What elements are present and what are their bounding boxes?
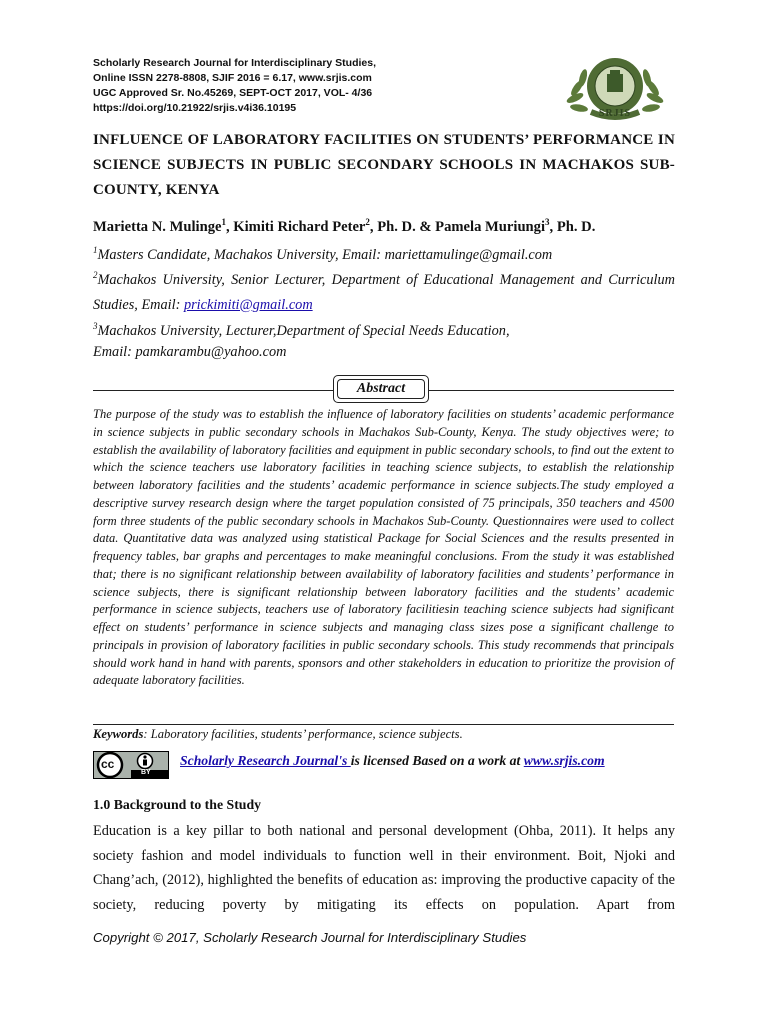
keywords-text: : Laboratory facilities, students’ performance, science subjects.: [143, 727, 463, 741]
author-2: , Kimiti Richard Peter: [225, 218, 366, 235]
journal-link[interactable]: Scholarly Research Journal's: [180, 753, 351, 768]
section-heading: 1.0 Background to the Study: [93, 797, 262, 812]
journal-ugc: UGC Approved Sr. No.45269, SEPT-OCT 2017, VOL- 4/36: [93, 87, 373, 99]
journal-issn: Online ISSN 2278-8808, SJIF 2016 = 6.17, www.srjis.com: [93, 72, 372, 84]
abstract-heading-box: [333, 375, 429, 403]
affiliation-3: $^3$Machakos University, Lecturer,Department of Special Needs Education,: [93, 321, 510, 339]
cc-label: cc: [101, 757, 115, 771]
paper-title: INFLUENCE OF LABORATORY FACILITIES ON STUDENTS’ PERFORMANCE IN SCIENCE SUBJECTS IN PUBLIC SECONDARY SCHOOLS IN MACHAKOS SUB-COUNTY, KENYA: [93, 132, 675, 198]
affiliation-2: $^2$Machakos University, Senior Lecturer, Department of Educational Management and Curriculum Studies, Email: prickimiti@gmail.com: [93, 270, 675, 313]
website-link[interactable]: www.srjis.com: [523, 753, 605, 768]
keywords: [93, 727, 463, 742]
by-label: BY: [141, 769, 151, 776]
authors-line: Marietta N. Mulinge$^1$, Kimiti Richard Peter$^2$, Ph. D. & Pamela Muriungi$^3$, Ph. D.: [93, 217, 596, 235]
journal-doi[interactable]: https://doi.org/10.21922/srjis.v4i36.10195: [93, 102, 297, 114]
abstract-text: The purpose of the study was to establish the influence of laboratory facilities on students’ academic performance in science subjects in public secondary schools in Machakos Sub-County, Kenya. The study objectives were; to establish the availability of laboratory facilities and equipment in public secondary schools, to find out the extent to which the science teachers use laboratory facilities in teaching science subjects, to establish the relationship between laboratory facilities and the students’ academic performance in science subjects.The study employed a descriptive survey research design where the target population consisted of 75 principals, 350 teachers and 4500 form three students of the public secondary schools in Machakos Sub-County. Questionnaires were used to collect data. Quantitative data was analyzed using statistical Package for Social Sciences and the results presented in frequency tables, bar graphs and percentages to make meaningful conclusions. From the study it was established that; there is no significant relationship between availability of laboratory facilities and students’ performance in science subjects, there is significant relationship between laboratory facilities and the students’ academic performance in science subjects, teachers use of laboratory facilitiesin teaching science subjects had significant effect on students’ performance in science subjects and managing class sizes pose a significant challenge to principals in provision of laboratory facilities in public secondary schools. This study recommends that principals should work hand in hand with parents, sponsors and other stakeholders in education to prioritize the provision of adequate laboratory facilities.: [93, 407, 674, 688]
abstract-heading: Abstract: [356, 381, 406, 396]
copyright-footer: Copyright © 2017, Scholarly Research Journal for Interdisciplinary Studies: [93, 930, 527, 945]
email-link[interactable]: prickimiti@gmail.com: [183, 296, 313, 313]
keywords-label: Keywords: [93, 727, 144, 741]
cc-by-badge[interactable]: [93, 751, 169, 779]
author-3: , Ph. D. & Pamela Muriungi: [369, 218, 546, 235]
journal-logo: [565, 50, 665, 122]
affiliation-1: $^1$Masters Candidate, Machakos University, Email: mariettamulinge@gmail.com: [93, 245, 553, 263]
keywords-rule: [93, 724, 674, 725]
journal-name: Scholarly Research Journal for Interdisciplinary Studies,: [93, 57, 377, 69]
license-text: Scholarly Research Journal's is licensed Based on a work at www.srjis.com: [180, 753, 605, 768]
logo-text: SRJIS: [598, 108, 632, 119]
affiliation-3-email: Email: pamkarambu@yahoo.com: [93, 344, 287, 360]
author-1: Marietta N. Mulinge: [93, 218, 222, 235]
section-body: Education is a key pillar to both national and personal development (Ohba, 2011). It helps any society fashion and model individuals to function well in their environment. Boit, Njoki and Chang’ach, (2012), highlighted the benefits of education as: improving the productive capacity of the society, reducing poverty by mitigating its effects on population. Apart from: [93, 823, 675, 913]
